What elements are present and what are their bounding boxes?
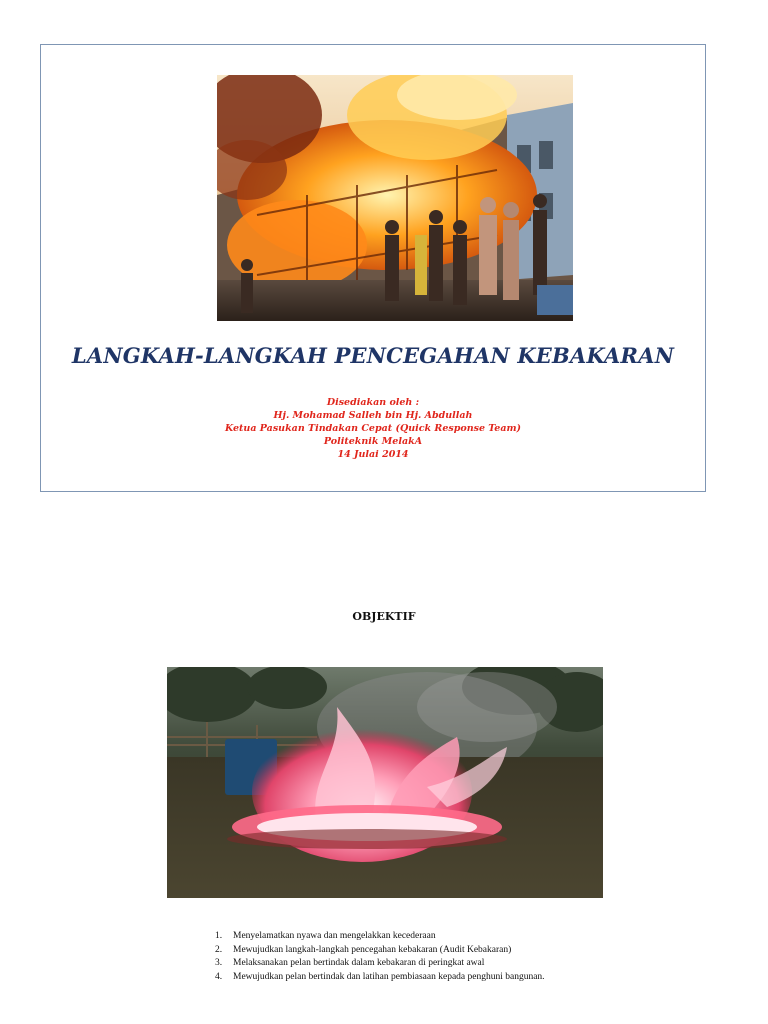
list-item-text: Mewujudkan pelan bertindak dan latihan pembiasaan kepada penghuni bangunan. bbox=[233, 971, 545, 982]
credits-block bbox=[41, 396, 705, 461]
list-item bbox=[215, 930, 545, 944]
burning-building-photo bbox=[217, 75, 573, 321]
prepared-by-label: Disediakan oleh : bbox=[326, 397, 420, 408]
institution-name: Politeknik MelakA bbox=[323, 436, 423, 447]
list-item-number: 2. bbox=[215, 944, 223, 955]
list-item-number: 3. bbox=[215, 958, 223, 968]
list-item-number: 1. bbox=[215, 931, 223, 941]
list-item bbox=[215, 971, 545, 985]
cover-box bbox=[40, 44, 706, 492]
date-text: 14 Julai 2014 bbox=[337, 449, 409, 460]
page-title: LANGKAH-LANGKAH PENCEGAHAN KEBAKARAN bbox=[71, 343, 675, 368]
list-item-text: Mewujudkan langkah-langkah pencegahan kebakaran (Audit Kebakaran) bbox=[233, 944, 512, 955]
list-item-number: 4. bbox=[215, 971, 223, 982]
author-position: Ketua Pasukan Tindakan Cepat (Quick Response Team) bbox=[224, 423, 522, 434]
list-item-text: Melaksanakan pelan bertindak dalam kebakaran di peringkat awal bbox=[233, 958, 485, 968]
bonfire-photo bbox=[167, 667, 603, 898]
list-item-text: Menyelamatkan nyawa dan mengelakkan kecederaan bbox=[233, 931, 436, 941]
list-item bbox=[215, 944, 545, 958]
list-item bbox=[215, 957, 545, 971]
author-name: Hj. Mohamad Salleh bin Hj. Abdullah bbox=[273, 410, 473, 421]
objectives-list bbox=[215, 930, 545, 984]
section-heading: OBJEKTIF bbox=[352, 610, 416, 623]
